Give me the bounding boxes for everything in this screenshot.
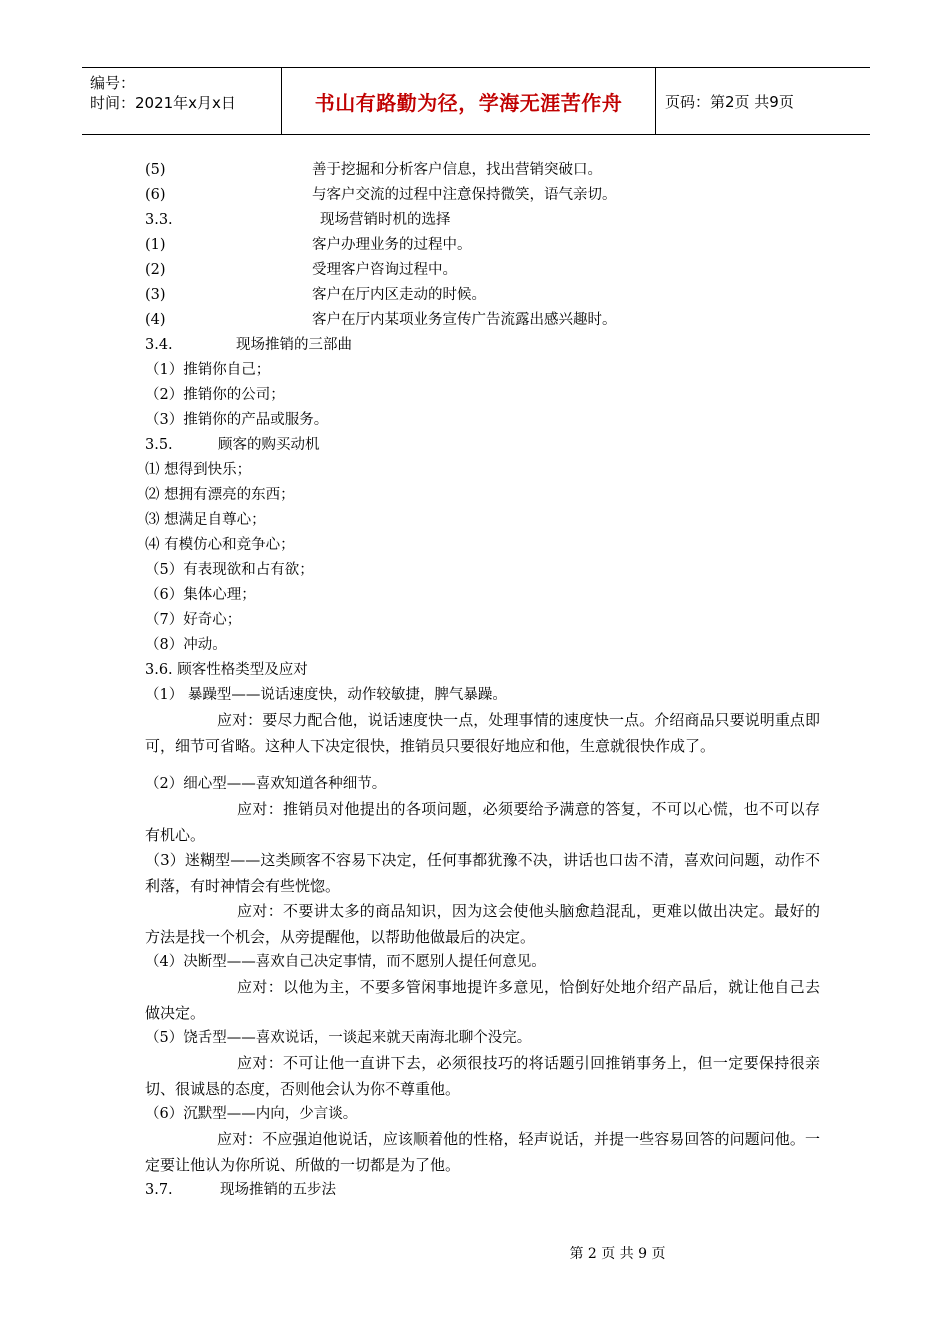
type-response: 应对：不应强迫他说话，应该顺着他的性格，轻声说话，并提一些容易回答的问题问他。一定要让他认为你所说、所做的一切都是为了他。 bbox=[145, 1130, 820, 1174]
type-title: （4）决断型——喜欢自己决定事情，而不愿别人提任何意见。 bbox=[145, 954, 546, 970]
page-footer bbox=[0, 1243, 950, 1263]
list-item: （5）有表现欲和占有欲； bbox=[145, 562, 314, 578]
section-heading bbox=[145, 433, 820, 458]
item-text: 客户在厅内区走动的时候。 bbox=[312, 287, 486, 303]
section-number: 3.4. bbox=[145, 337, 173, 353]
list-item: ⑵ 想拥有漂亮的东西； bbox=[145, 487, 295, 503]
item-text: 客户在厅内某项业务宣传广告流露出感兴趣时。 bbox=[312, 312, 617, 328]
list-item: （6）集体心理； bbox=[145, 587, 256, 603]
section-heading bbox=[145, 208, 820, 233]
type-response: 应对：不要讲太多的商品知识，因为这会使他头脑愈趋混乱，更难以做出决定。最好的方法是找一个机会，从旁提醒他，以帮助他做最后的决定。 bbox=[145, 902, 820, 946]
list-item bbox=[145, 158, 820, 183]
list-item bbox=[145, 308, 820, 333]
section-number: 3.3. bbox=[145, 212, 173, 228]
section-title: 现场推销的三部曲 bbox=[236, 337, 352, 353]
item-text: 受理客户咨询过程中。 bbox=[312, 262, 457, 278]
section-heading bbox=[145, 1178, 820, 1203]
type-title: （3）迷糊型——这类顾客不容易下决定，任何事都犹豫不决，讲话也口齿不清，喜欢问问题，动作不利落，有时神情会有些恍惚。 bbox=[145, 851, 820, 895]
item-number: (1) bbox=[145, 237, 166, 253]
document-number: 编号： bbox=[90, 74, 136, 92]
item-number: (3) bbox=[145, 287, 166, 303]
header-page-number: 页码：第2页 共9页 bbox=[665, 92, 794, 111]
section-title: 顾客的购买动机 bbox=[218, 437, 320, 453]
spacer bbox=[145, 759, 820, 772]
list-item: （1）推销你自己； bbox=[145, 362, 271, 378]
section-heading bbox=[145, 333, 820, 358]
section-heading: 3.6. 顾客性格类型及应对 bbox=[145, 662, 308, 678]
list-item bbox=[145, 258, 820, 283]
list-item: （7）好奇心； bbox=[145, 612, 242, 628]
header-meta bbox=[82, 68, 282, 134]
type-response: 应对：要尽力配合他，说话速度快一点，处理事情的速度快一点。介绍商品只要说明重点即可，细节可省略。这种人下决定很快，推销员只要很好地应和他，生意就很快作成了。 bbox=[145, 711, 820, 755]
item-text: 客户办理业务的过程中。 bbox=[312, 237, 472, 253]
document-time: 时间：2021年x月x日 bbox=[90, 94, 236, 112]
type-title: （6）沉默型——内向，少言谈。 bbox=[145, 1106, 358, 1122]
list-item: ⑶ 想满足自尊心； bbox=[145, 512, 266, 528]
type-response: 应对：推销员对他提出的各项问题，必须要给予满意的答复，不可以心慌，也不可以存有机心。 bbox=[145, 800, 820, 844]
item-number: (2) bbox=[145, 262, 166, 278]
list-item: ⑴ 想得到快乐； bbox=[145, 462, 252, 478]
type-response: 应对：以他为主，不要多管闲事地提许多意见，恰倒好处地介绍产品后，就让他自己去做决定。 bbox=[145, 978, 820, 1022]
item-number: (4) bbox=[145, 312, 166, 328]
section-title: 现场推销的五步法 bbox=[220, 1182, 336, 1198]
type-title: （1） 暴躁型——说话速度快，动作较敏捷，脾气暴躁。 bbox=[145, 687, 507, 703]
item-number: (6) bbox=[145, 187, 166, 203]
item-text: 善于挖掘和分析客户信息，找出营销突破口。 bbox=[312, 162, 602, 178]
section-title: 现场营销时机的选择 bbox=[320, 212, 451, 228]
list-item: （2）推销你的公司； bbox=[145, 387, 285, 403]
document-body bbox=[145, 158, 820, 1203]
list-item bbox=[145, 283, 820, 308]
item-number: (5) bbox=[145, 162, 166, 178]
item-text: 与客户交流的过程中注意保持微笑，语气亲切。 bbox=[312, 187, 617, 203]
section-number: 3.5. bbox=[145, 437, 173, 453]
type-title: （5）饶舌型——喜欢说话，一谈起来就天南海北聊个没完。 bbox=[145, 1030, 532, 1046]
list-item: （8）冲动。 bbox=[145, 637, 227, 653]
header-motto: 书山有路勤为径，学海无涯苦作舟 bbox=[282, 68, 656, 134]
list-item: ⑷ 有模仿心和竞争心； bbox=[145, 537, 295, 553]
page-header bbox=[82, 67, 870, 135]
section-number: 3.7. bbox=[145, 1182, 173, 1198]
type-title: （2）细心型——喜欢知道各种细节。 bbox=[145, 776, 387, 792]
list-item bbox=[145, 183, 820, 208]
footer-page-number: 第 2 页 共 9 页 bbox=[569, 1246, 666, 1262]
list-item: （3）推销你的产品或服务。 bbox=[145, 412, 329, 428]
type-response: 应对：不可让他一直讲下去，必须很技巧的将话题引回推销事务上，但一定要保持很亲切、很诚恳的态度，否则他会认为你不尊重他。 bbox=[145, 1054, 820, 1098]
list-item bbox=[145, 233, 820, 258]
